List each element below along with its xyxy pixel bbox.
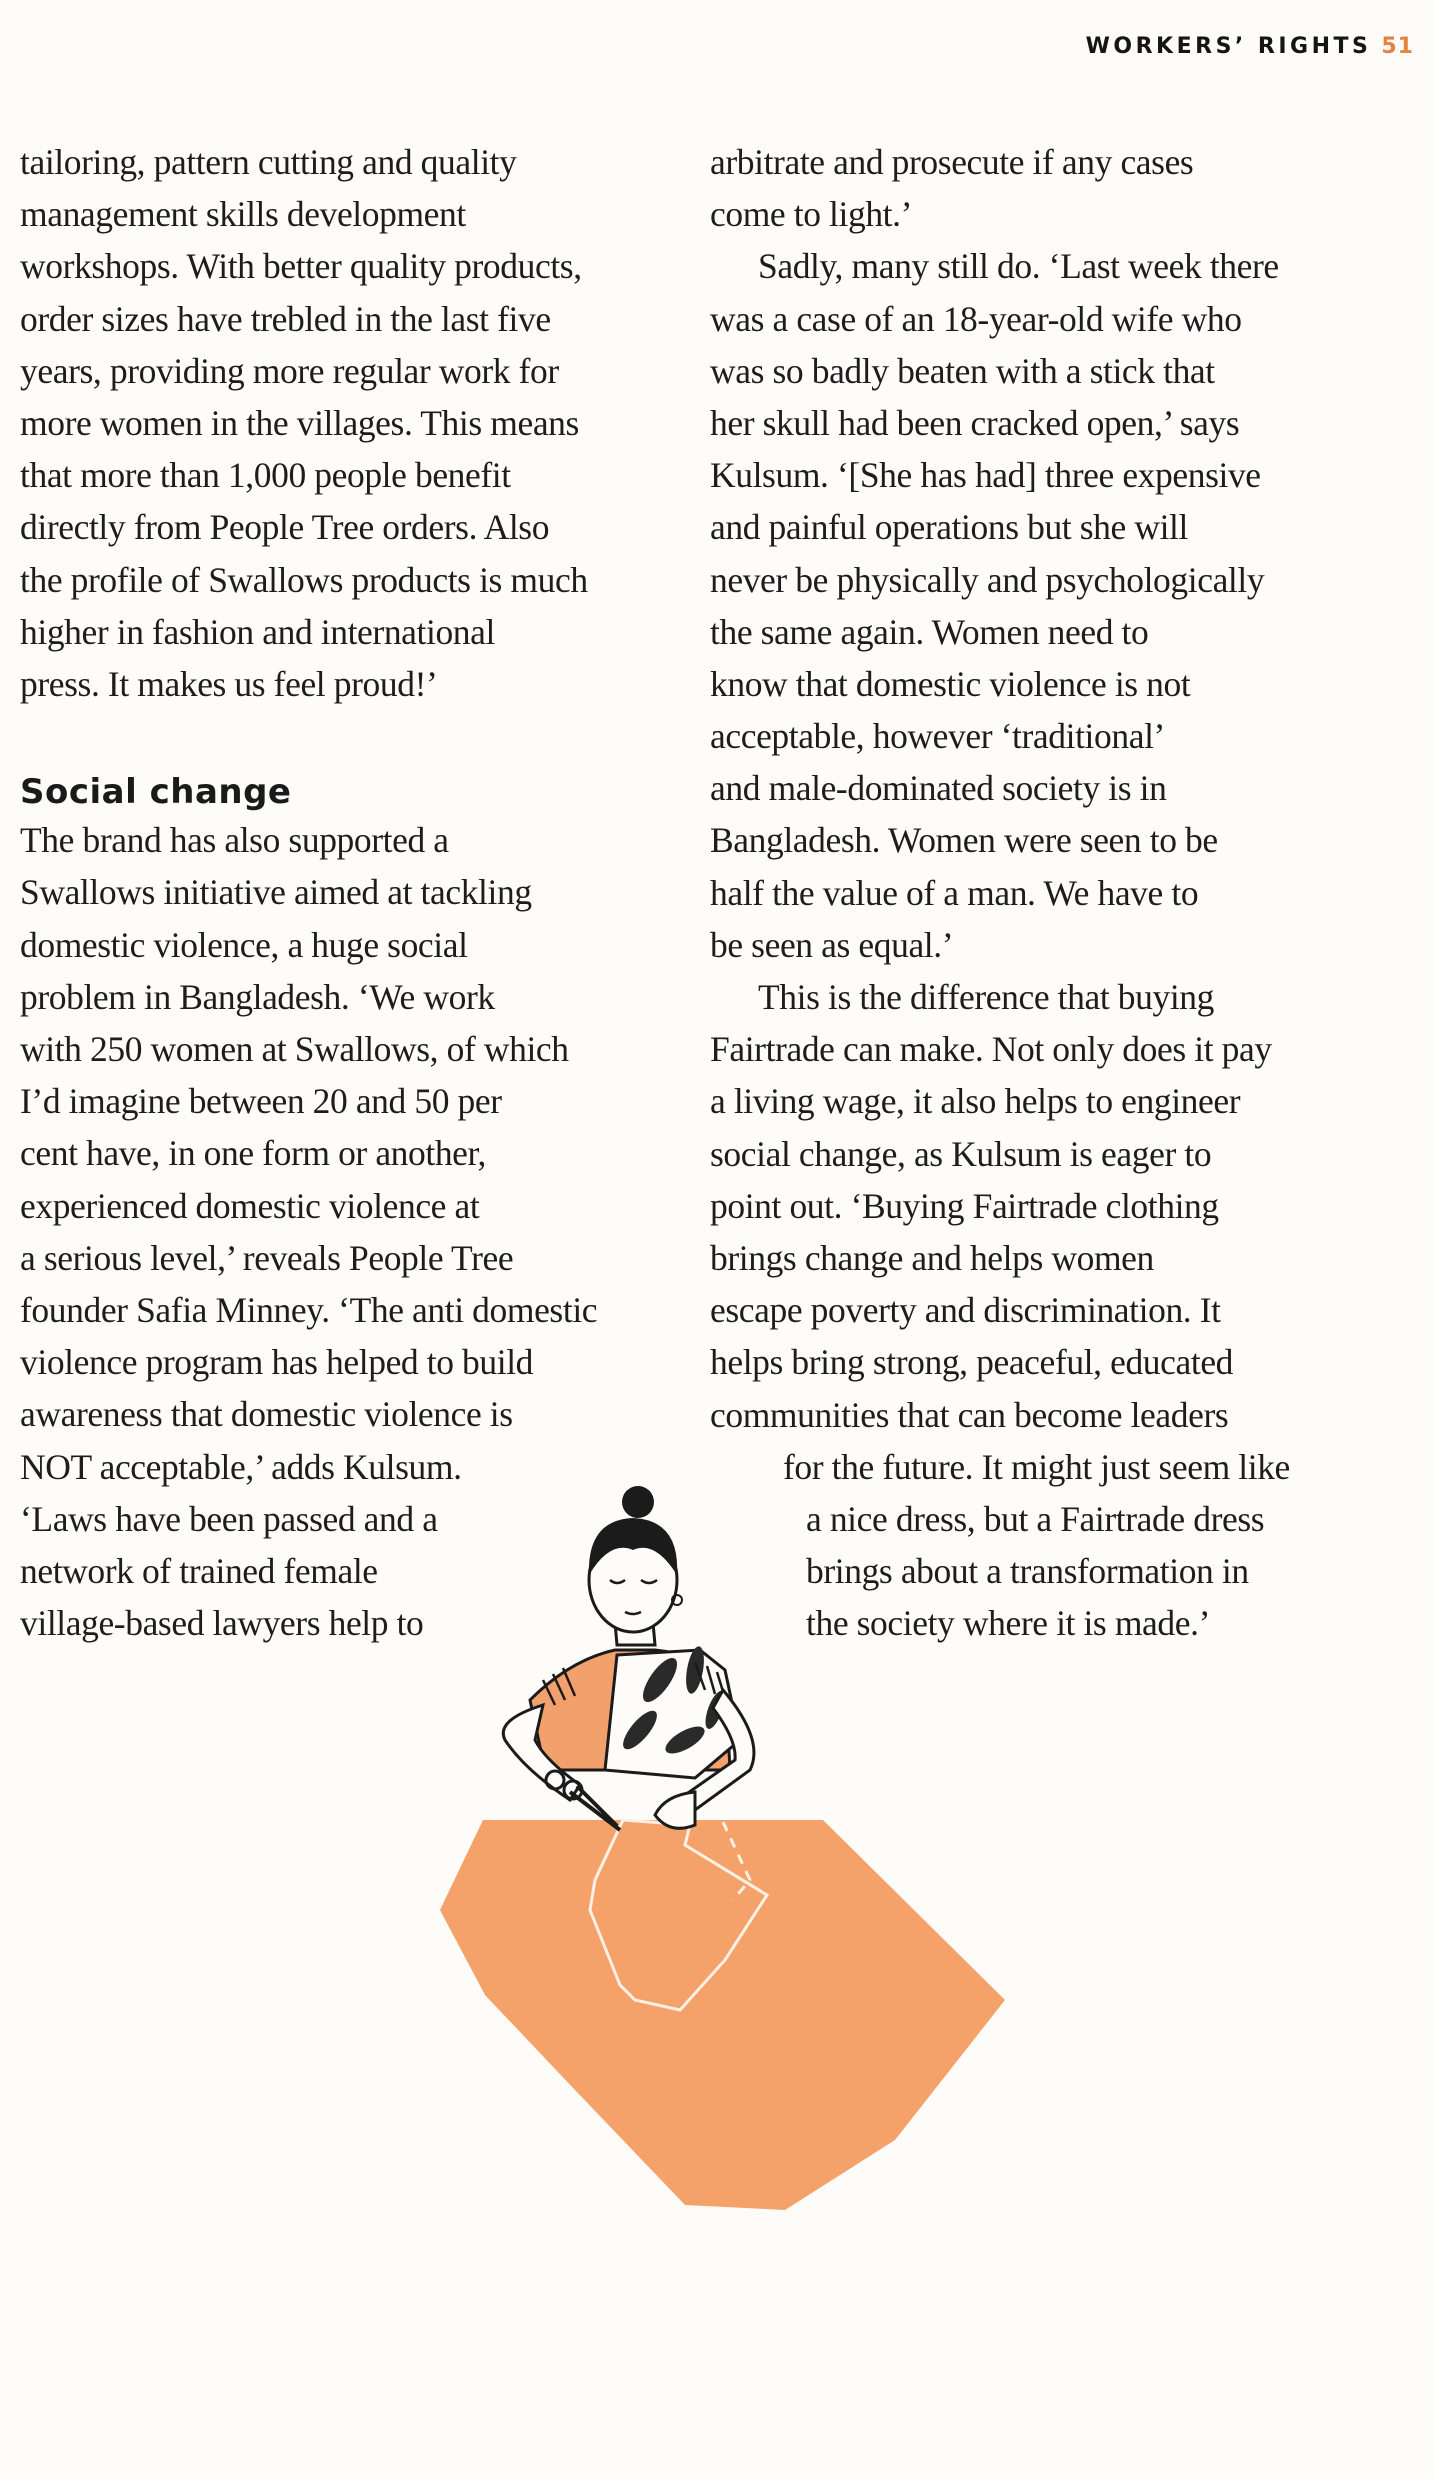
text-line: helps bring strong, peaceful, educated xyxy=(710,1342,1234,1383)
text-line: Swallows initiative aimed at tackling xyxy=(20,872,532,913)
text-line: her skull had been cracked open,’ says xyxy=(710,402,1240,443)
hair-bun xyxy=(622,1486,654,1518)
text-line: the society where it is made.’ xyxy=(806,1603,1210,1644)
right-column xyxy=(710,136,1420,1649)
text-line: problem in Bangladesh. ‘We work xyxy=(20,976,495,1017)
text-line: years, providing more regular work for xyxy=(20,350,559,391)
text-line: know that domestic violence is not xyxy=(710,663,1191,704)
left-paragraph-1 xyxy=(20,136,670,710)
right-hand xyxy=(655,1792,695,1828)
text-line: tailoring, pattern cutting and quality xyxy=(20,142,517,182)
text-line: come to light.’ xyxy=(710,194,913,235)
text-line: I’d imagine between 20 and 50 per xyxy=(20,1081,502,1122)
text-line: ‘Laws have been passed and a xyxy=(20,1498,438,1539)
text-line: was a case of an 18-year-old wife who xyxy=(710,298,1242,339)
text-line: communities that can become leaders xyxy=(710,1394,1229,1435)
text-line: half the value of a man. We have to xyxy=(710,872,1199,913)
right-paragraph-1 xyxy=(710,136,1420,240)
right-paragraph-2 xyxy=(710,240,1420,971)
text-line: and painful operations but she will xyxy=(710,507,1188,548)
text-line: higher in fashion and international xyxy=(20,611,495,652)
page-number: 51 xyxy=(1381,34,1414,59)
text-line: never be physically and psychologically xyxy=(710,559,1265,600)
text-line: domestic violence, a huge social xyxy=(20,924,468,965)
text-line: a nice dress, but a Fairtrade dress xyxy=(806,1498,1265,1539)
text-line: Kulsum. ‘[She has had] three expensive xyxy=(710,455,1261,496)
text-line: acceptable, however ‘traditional’ xyxy=(710,716,1165,757)
text-line: point out. ‘Buying Fairtrade clothing xyxy=(710,1185,1219,1226)
section-title: WORKERS’ RIGHTS xyxy=(1085,34,1372,59)
text-line: for the future. It might just seem like xyxy=(783,1446,1290,1487)
text-line: workshops. With better quality products, xyxy=(20,246,582,287)
text-line: Fairtrade can make. Not only does it pay xyxy=(710,1029,1272,1070)
text-line: press. It makes us feel proud!’ xyxy=(20,663,438,704)
text-line: awareness that domestic violence is xyxy=(20,1394,513,1435)
text-line: village-based lawyers help to xyxy=(20,1603,424,1644)
text-line: and male-dominated society is in xyxy=(710,768,1167,809)
text-line: Sadly, many still do. ‘Last week there xyxy=(758,246,1279,287)
paragraph-gap xyxy=(20,710,670,762)
text-line: founder Safia Minney. ‘The anti domestic xyxy=(20,1289,598,1330)
text-line: social change, as Kulsum is eager to xyxy=(710,1133,1212,1174)
text-line: The brand has also supported a xyxy=(20,820,449,861)
text-line: directly from People Tree orders. Also xyxy=(20,507,550,548)
text-line: arbitrate and prosecute if any cases xyxy=(710,142,1194,182)
text-line: This is the difference that buying xyxy=(758,977,1214,1017)
text-line: the profile of Swallows products is much xyxy=(20,559,588,600)
text-line: that more than 1,000 people benefit xyxy=(20,455,511,496)
text-line: brings change and helps women xyxy=(710,1237,1154,1278)
text-line: a living wage, it also helps to engineer xyxy=(710,1081,1241,1122)
text-line: with 250 women at Swallows, of which xyxy=(20,1029,569,1069)
woman-cutting-fabric-illustration xyxy=(355,1440,1005,2460)
text-line: experienced domestic violence at xyxy=(20,1185,480,1226)
text-line: more women in the villages. This means xyxy=(20,402,579,443)
fabric-sheet xyxy=(440,1820,1005,2210)
text-line: management skills development xyxy=(20,194,466,235)
text-line: brings about a transformation in xyxy=(806,1551,1249,1592)
section-heading: Social change xyxy=(20,772,292,813)
text-line: Bangladesh. Women were seen to be xyxy=(710,820,1218,861)
text-line: NOT acceptable,’ adds Kulsum. xyxy=(20,1446,462,1487)
text-line: escape poverty and discrimination. It xyxy=(710,1290,1221,1331)
text-line: order sizes have trebled in the last five xyxy=(20,298,551,339)
text-line: cent have, in one form or another, xyxy=(20,1133,487,1174)
text-line: a serious level,’ reveals People Tree xyxy=(20,1237,514,1278)
text-line: violence program has helped to build xyxy=(20,1342,534,1383)
text-line: network of trained female xyxy=(20,1550,378,1591)
text-line: was so badly beaten with a stick that xyxy=(710,350,1215,391)
text-line: be seen as equal.’ xyxy=(710,924,954,965)
text-line: the same again. Women need to xyxy=(710,611,1149,652)
running-header xyxy=(1086,34,1414,59)
right-paragraph-3 xyxy=(710,971,1420,1441)
left-column xyxy=(20,136,670,1649)
